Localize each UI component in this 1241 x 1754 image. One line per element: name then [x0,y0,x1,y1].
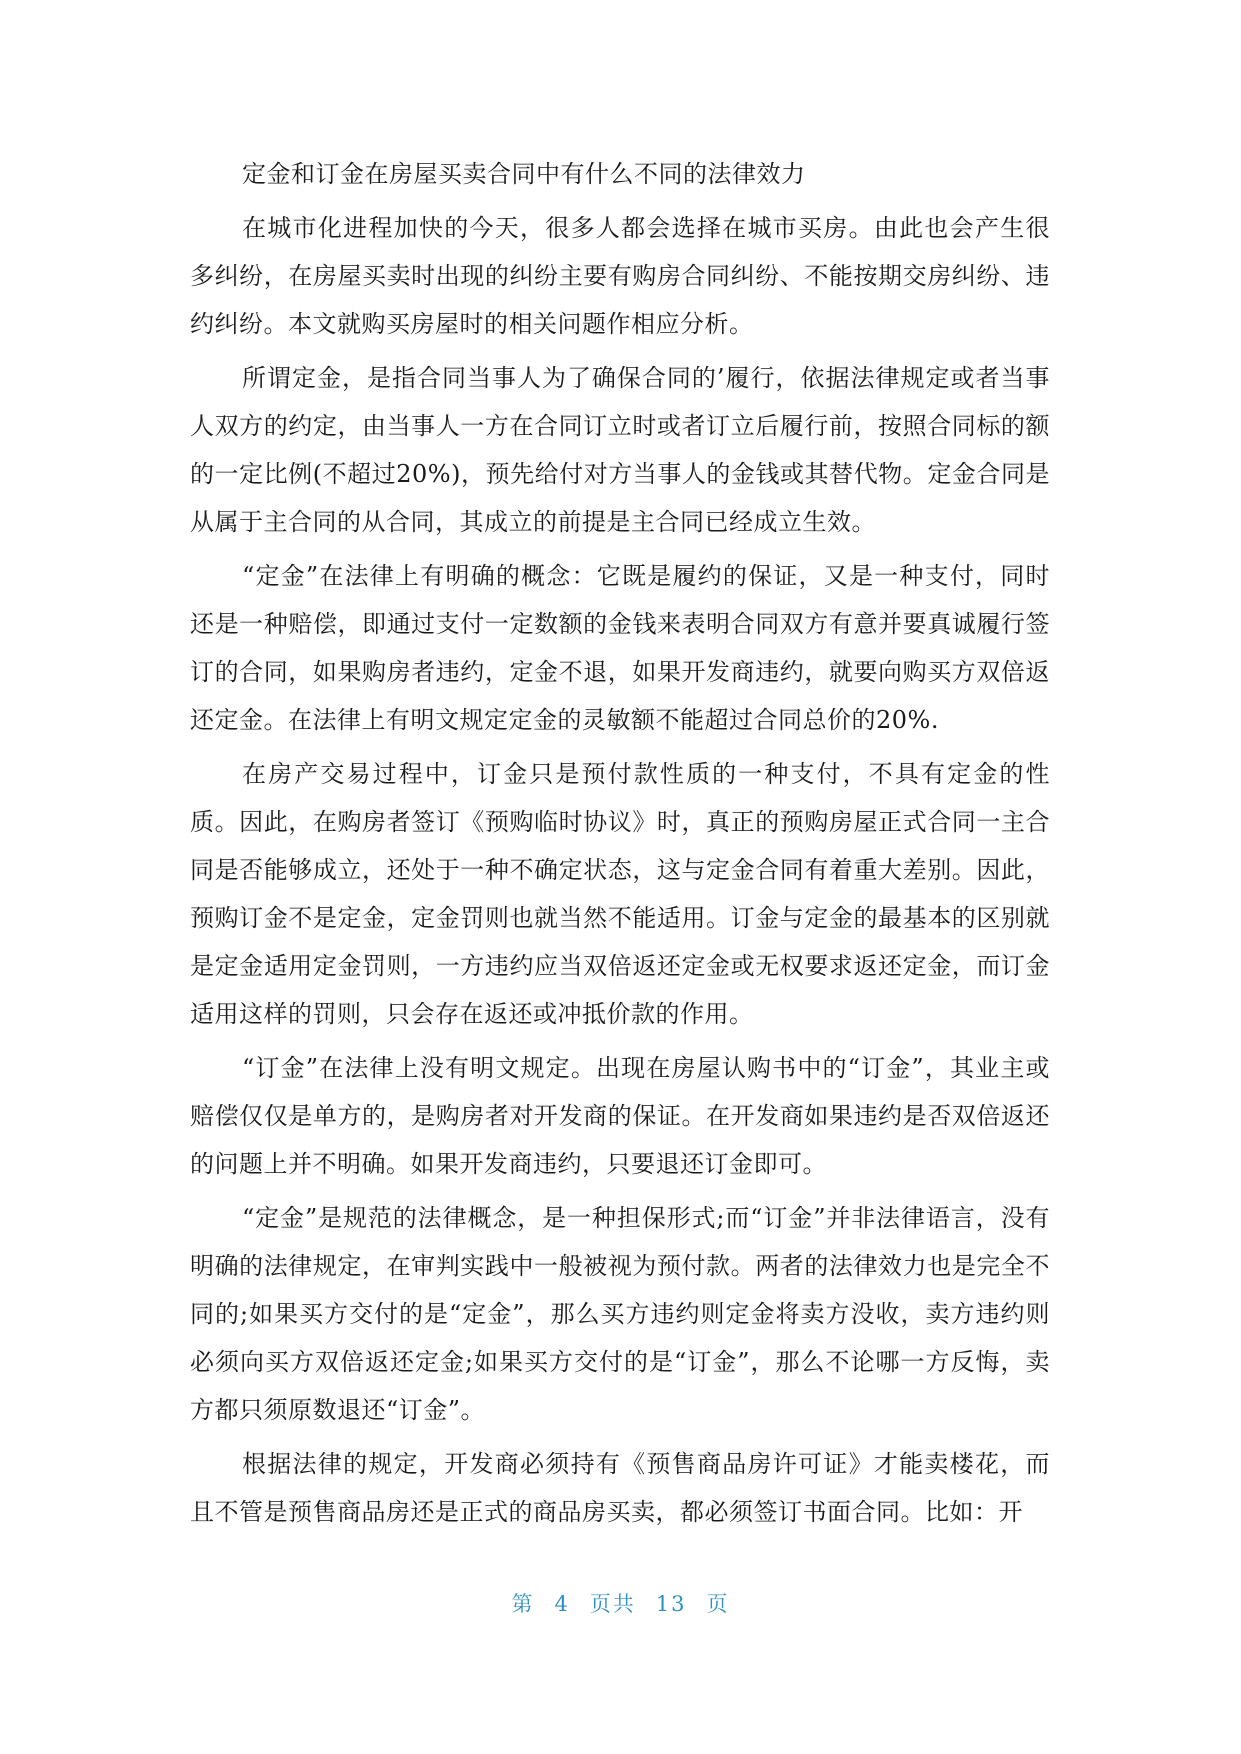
paragraph-4: 在房产交易过程中，订金只是预付款性质的一种支付，不具有定金的性质。因此，在购房者签订《预购临时协议》时，真正的预购房屋正式合同一主合同是否能够成立，还处于一种不确定状态，这与定金合同有着重大差别。因此，预购订金不是定金，定金罚则也就当然不能适用。订金与定金的最基本的区别就是定金适用定金罚则，一方违约应当双倍返还定金或无权要求返还定金，而订金适用这样的罚则，只会存在返还或冲抵价款的作用。 [190,760,1050,1028]
paragraph-3: “定金”在法律上有明确的概念：它既是履约的保证，又是一种支付，同时还是一种赔偿，即通过支付一定数额的金钱来表明合同双方有意并要真诚履行签订的合同，如果购房者违约，定金不退，如果开发商违约，就要向购买方双倍返还定金。在法律上有明文规定定金的灵敏额不能超过合同总价的20%. [190,562,1050,734]
footer-middle: 页共 [589,1592,636,1616]
footer-suffix: 页 [706,1592,730,1616]
paragraph-7: 根据法律的规定，开发商必须持有《预售商品房许可证》才能卖楼花，而且不管是预售商品房还是正式的商品房买卖，都必须签订书面合同。比如：开 [190,1450,1050,1526]
paragraph-6: “定金”是规范的法律概念，是一种担保形式;而“订金”并非法律语言，没有明确的法律规定，在审判实践中一般被视为预付款。两者的法律效力也是完全不同的;如果买方交付的是“定金”，那么买方违约则定金将卖方没收，卖方违约则必须向买方双倍返还定金;如果买方交付的是“订金”，那么不论哪一方反悔，卖方都只须原数退还“订金”。 [190,1204,1050,1424]
footer-current-page: 4 [554,1592,570,1616]
paragraph-5: “订金”在法律上没有明文规定。出现在房屋认购书中的“订金”，其业主或赔偿仅仅是单方的，是购房者对开发商的保证。在开发商如果违约是否双倍返还的问题上并不明确。如果开发商违约，只要退还订金即可。 [190,1054,1050,1178]
document-body [190,150,1050,1542]
document-title: 定金和订金在房屋买卖合同中有什么不同的法律效力 [242,160,806,188]
paragraph-1: 在城市化进程加快的今天，很多人都会选择在城市买房。由此也会产生很多纠纷，在房屋买卖时出现的纠纷主要有购房合同纠纷、不能按期交房纠纷、违约纠纷。本文就购买房屋时的相关问题作相应分析。 [190,214,1050,338]
footer-prefix: 第 [511,1592,535,1616]
footer-total-pages: 13 [655,1592,687,1616]
paragraph-2: 所谓定金，是指合同当事人为了确保合同的’履行，依据法律规定或者当事人双方的约定，由当事人一方在合同订立时或者订立后履行前，按照合同标的额的一定比例(不超过20%)，预先给付对方当事人的金钱或其替代物。定金合同是从属于主合同的从合同，其成立的前提是主合同已经成立生效。 [190,364,1050,536]
page-footer [0,1588,1241,1618]
